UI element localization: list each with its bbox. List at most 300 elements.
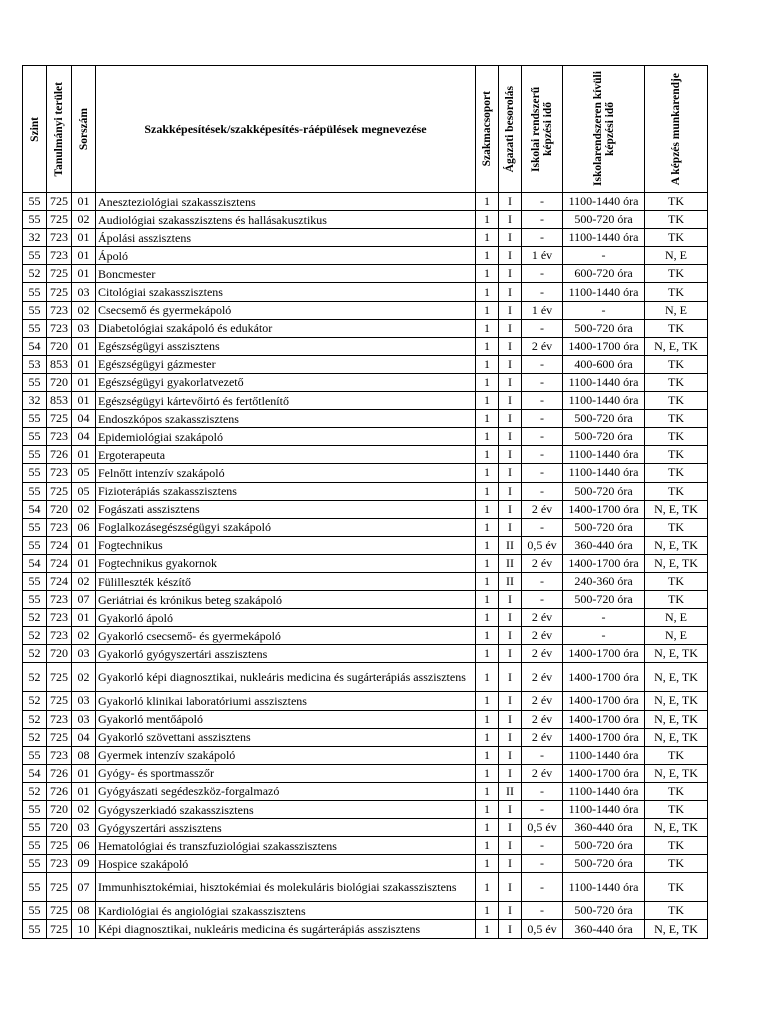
cell-sorszam: 01	[72, 782, 96, 800]
cell-sorszam: 07	[72, 591, 96, 609]
cell-kivuli: 400-600 óra	[563, 355, 645, 373]
cell-szint: 55	[23, 373, 47, 391]
table-row	[23, 536, 708, 554]
table-row	[23, 229, 708, 247]
cell-szint: 55	[23, 211, 47, 229]
cell-terulet: 725	[47, 265, 72, 283]
cell-sorszam: 01	[72, 609, 96, 627]
cell-szakmacsoport: 1	[476, 410, 499, 428]
cell-szakmacsoport: 1	[476, 627, 499, 645]
cell-munkarend: N, E	[645, 627, 708, 645]
cell-munkarend: N, E, TK	[645, 536, 708, 554]
cell-sorszam: 03	[72, 819, 96, 837]
cell-megnevezes: Fogtechnikus	[96, 536, 476, 554]
cell-agazati: I	[499, 283, 522, 301]
cell-terulet: 723	[47, 518, 72, 536]
cell-sorszam: 01	[72, 193, 96, 211]
cell-kivuli: 1100-1440 óra	[563, 782, 645, 800]
cell-munkarend: TK	[645, 211, 708, 229]
cell-terulet: 726	[47, 764, 72, 782]
cell-megnevezes: Geriátriai és krónikus beteg szakápoló	[96, 591, 476, 609]
cell-szakmacsoport: 1	[476, 355, 499, 373]
cell-agazati: I	[499, 229, 522, 247]
cell-agazati: I	[499, 746, 522, 764]
cell-agazati: I	[499, 801, 522, 819]
cell-iskolai: -	[522, 283, 563, 301]
cell-kivuli: 360-440 óra	[563, 536, 645, 554]
cell-agazati: I	[499, 692, 522, 710]
cell-agazati: I	[499, 627, 522, 645]
cell-szakmacsoport: 1	[476, 645, 499, 663]
cell-sorszam: 08	[72, 746, 96, 764]
cell-szakmacsoport: 1	[476, 746, 499, 764]
cell-munkarend: N, E	[645, 247, 708, 265]
cell-sorszam: 01	[72, 337, 96, 355]
cell-sorszam: 03	[72, 710, 96, 728]
cell-terulet: 723	[47, 855, 72, 873]
cell-szint: 55	[23, 572, 47, 590]
cell-kivuli: 1400-1700 óra	[563, 645, 645, 663]
cell-sorszam: 02	[72, 801, 96, 819]
cell-megnevezes: Csecsemő és gyermekápoló	[96, 301, 476, 319]
table-row	[23, 355, 708, 373]
cell-munkarend: N, E, TK	[645, 764, 708, 782]
cell-iskolai: -	[522, 837, 563, 855]
cell-iskolai: 0,5 év	[522, 536, 563, 554]
cell-sorszam: 02	[72, 572, 96, 590]
cell-szakmacsoport: 1	[476, 819, 499, 837]
cell-iskolai: 1 év	[522, 301, 563, 319]
cell-kivuli: 500-720 óra	[563, 428, 645, 446]
cell-munkarend: N, E, TK	[645, 663, 708, 692]
cell-terulet: 725	[47, 692, 72, 710]
cell-megnevezes: Gyakorló klinikai laboratóriumi asszisztens	[96, 692, 476, 710]
cell-szint: 55	[23, 746, 47, 764]
table-row	[23, 518, 708, 536]
cell-agazati: I	[499, 482, 522, 500]
cell-iskolai: -	[522, 392, 563, 410]
cell-szakmacsoport: 1	[476, 801, 499, 819]
cell-agazati: I	[499, 873, 522, 902]
cell-agazati: II	[499, 536, 522, 554]
cell-szakmacsoport: 1	[476, 464, 499, 482]
cell-munkarend: N, E, TK	[645, 920, 708, 938]
cell-terulet: 725	[47, 902, 72, 920]
cell-agazati: I	[499, 211, 522, 229]
cell-szint: 55	[23, 319, 47, 337]
cell-kivuli: 500-720 óra	[563, 319, 645, 337]
cell-szint: 55	[23, 855, 47, 873]
cell-szakmacsoport: 1	[476, 265, 499, 283]
table-row	[23, 746, 708, 764]
cell-iskolai: 2 év	[522, 663, 563, 692]
cell-munkarend: TK	[645, 746, 708, 764]
cell-szakmacsoport: 1	[476, 373, 499, 391]
cell-munkarend: N, E, TK	[645, 500, 708, 518]
header-megnevezes: Szakképesítések/szakképesítés-ráépülések megnevezése	[96, 66, 476, 193]
cell-terulet: 723	[47, 229, 72, 247]
cell-kivuli: 1400-1700 óra	[563, 710, 645, 728]
cell-kivuli: 500-720 óra	[563, 482, 645, 500]
cell-munkarend: TK	[645, 837, 708, 855]
cell-terulet: 726	[47, 782, 72, 800]
cell-iskolai: -	[522, 873, 563, 902]
header-munkarend: A képzés munkarendje	[645, 66, 708, 193]
cell-szint: 55	[23, 410, 47, 428]
cell-kivuli: 1400-1700 óra	[563, 728, 645, 746]
cell-szakmacsoport: 1	[476, 873, 499, 902]
cell-szint: 54	[23, 337, 47, 355]
cell-iskolai: -	[522, 229, 563, 247]
cell-sorszam: 04	[72, 728, 96, 746]
cell-munkarend: TK	[645, 410, 708, 428]
cell-munkarend: TK	[645, 482, 708, 500]
cell-terulet: 726	[47, 446, 72, 464]
cell-terulet: 725	[47, 482, 72, 500]
cell-szakmacsoport: 1	[476, 782, 499, 800]
cell-agazati: I	[499, 337, 522, 355]
cell-agazati: I	[499, 301, 522, 319]
cell-agazati: II	[499, 572, 522, 590]
cell-sorszam: 01	[72, 446, 96, 464]
cell-terulet: 725	[47, 410, 72, 428]
table-row	[23, 283, 708, 301]
cell-szakmacsoport: 1	[476, 902, 499, 920]
cell-szint: 55	[23, 482, 47, 500]
cell-megnevezes: Gyógy- és sportmasszőr	[96, 764, 476, 782]
cell-iskolai: -	[522, 482, 563, 500]
cell-iskolai: 2 év	[522, 764, 563, 782]
cell-kivuli: 500-720 óra	[563, 902, 645, 920]
cell-agazati: I	[499, 764, 522, 782]
cell-iskolai: 2 év	[522, 337, 563, 355]
cell-megnevezes: Endoszkópos szakasszisztens	[96, 410, 476, 428]
cell-munkarend: N, E, TK	[645, 710, 708, 728]
cell-kivuli: 1100-1440 óra	[563, 873, 645, 902]
cell-kivuli: 360-440 óra	[563, 920, 645, 938]
cell-munkarend: N, E, TK	[645, 692, 708, 710]
cell-szakmacsoport: 1	[476, 446, 499, 464]
table-row	[23, 837, 708, 855]
cell-megnevezes: Boncmester	[96, 265, 476, 283]
table-row	[23, 609, 708, 627]
cell-kivuli: 360-440 óra	[563, 819, 645, 837]
cell-megnevezes: Epidemiológiai szakápoló	[96, 428, 476, 446]
table-row	[23, 663, 708, 692]
cell-megnevezes: Ápoló	[96, 247, 476, 265]
cell-kivuli: 1100-1440 óra	[563, 392, 645, 410]
cell-iskolai: -	[522, 410, 563, 428]
cell-iskolai: -	[522, 428, 563, 446]
cell-agazati: I	[499, 247, 522, 265]
table-row	[23, 572, 708, 590]
cell-munkarend: TK	[645, 319, 708, 337]
cell-kivuli: 1100-1440 óra	[563, 446, 645, 464]
cell-iskolai: -	[522, 211, 563, 229]
cell-iskolai: -	[522, 355, 563, 373]
cell-szint: 32	[23, 392, 47, 410]
cell-agazati: I	[499, 392, 522, 410]
cell-szakmacsoport: 1	[476, 482, 499, 500]
table-row	[23, 645, 708, 663]
cell-iskolai: -	[522, 572, 563, 590]
cell-kivuli: 240-360 óra	[563, 572, 645, 590]
cell-szakmacsoport: 1	[476, 319, 499, 337]
cell-szakmacsoport: 1	[476, 301, 499, 319]
cell-megnevezes: Felnőtt intenzív szakápoló	[96, 464, 476, 482]
cell-munkarend: TK	[645, 591, 708, 609]
cell-szakmacsoport: 1	[476, 710, 499, 728]
cell-megnevezes: Egészségügyi gyakorlatvezető	[96, 373, 476, 391]
cell-agazati: I	[499, 728, 522, 746]
cell-terulet: 725	[47, 873, 72, 902]
cell-sorszam: 03	[72, 319, 96, 337]
cell-iskolai: 0,5 év	[522, 819, 563, 837]
cell-szakmacsoport: 1	[476, 692, 499, 710]
cell-szakmacsoport: 1	[476, 920, 499, 938]
cell-sorszam: 01	[72, 265, 96, 283]
cell-agazati: II	[499, 554, 522, 572]
cell-kivuli: 500-720 óra	[563, 211, 645, 229]
cell-szakmacsoport: 1	[476, 572, 499, 590]
table-row	[23, 873, 708, 902]
cell-kivuli: 1100-1440 óra	[563, 746, 645, 764]
cell-munkarend: N, E, TK	[645, 645, 708, 663]
cell-iskolai: -	[522, 373, 563, 391]
cell-munkarend: TK	[645, 392, 708, 410]
table-row	[23, 428, 708, 446]
cell-terulet: 720	[47, 645, 72, 663]
cell-megnevezes: Egészségügyi kártevőirtó és fertőtlenítő	[96, 392, 476, 410]
cell-szint: 52	[23, 265, 47, 283]
cell-megnevezes: Gyakorló képi diagnosztikai, nukleáris medicina és sugárterápiás asszisztens	[96, 663, 476, 692]
cell-megnevezes: Gyógyászati segédeszköz-forgalmazó	[96, 782, 476, 800]
qualifications-table	[22, 65, 708, 939]
cell-szint: 52	[23, 627, 47, 645]
cell-agazati: I	[499, 591, 522, 609]
table-row	[23, 301, 708, 319]
cell-sorszam: 01	[72, 554, 96, 572]
cell-szakmacsoport: 1	[476, 728, 499, 746]
cell-sorszam: 02	[72, 211, 96, 229]
cell-megnevezes: Fülilleszték készítő	[96, 572, 476, 590]
cell-szakmacsoport: 1	[476, 392, 499, 410]
cell-terulet: 720	[47, 373, 72, 391]
cell-megnevezes: Fogászati asszisztens	[96, 500, 476, 518]
cell-terulet: 725	[47, 920, 72, 938]
cell-munkarend: N, E, TK	[645, 337, 708, 355]
cell-kivuli: 500-720 óra	[563, 518, 645, 536]
cell-szint: 55	[23, 301, 47, 319]
cell-szakmacsoport: 1	[476, 764, 499, 782]
cell-iskolai: 2 év	[522, 692, 563, 710]
cell-munkarend: TK	[645, 265, 708, 283]
cell-sorszam: 04	[72, 410, 96, 428]
cell-szint: 54	[23, 500, 47, 518]
cell-terulet: 723	[47, 627, 72, 645]
cell-iskolai: -	[522, 518, 563, 536]
cell-kivuli: -	[563, 301, 645, 319]
cell-iskolai: -	[522, 591, 563, 609]
cell-megnevezes: Gyógyszerkiadó szakasszisztens	[96, 801, 476, 819]
table-row	[23, 710, 708, 728]
header-row	[23, 66, 708, 193]
cell-szint: 55	[23, 193, 47, 211]
cell-iskolai: -	[522, 193, 563, 211]
cell-iskolai: -	[522, 855, 563, 873]
cell-agazati: I	[499, 446, 522, 464]
header-agazati-besorolas: Ágazati besorolás	[499, 66, 522, 193]
cell-munkarend: TK	[645, 801, 708, 819]
table-row	[23, 211, 708, 229]
cell-sorszam: 01	[72, 373, 96, 391]
cell-szint: 55	[23, 837, 47, 855]
cell-munkarend: TK	[645, 229, 708, 247]
cell-terulet: 723	[47, 746, 72, 764]
cell-sorszam: 05	[72, 464, 96, 482]
cell-kivuli: 500-720 óra	[563, 410, 645, 428]
cell-szint: 55	[23, 536, 47, 554]
cell-megnevezes: Gyermek intenzív szakápoló	[96, 746, 476, 764]
cell-iskolai: -	[522, 464, 563, 482]
header-szakmacsoport: Szakmacsoport	[476, 66, 499, 193]
cell-agazati: I	[499, 609, 522, 627]
cell-kivuli: 1100-1440 óra	[563, 464, 645, 482]
cell-munkarend: TK	[645, 446, 708, 464]
table-row	[23, 782, 708, 800]
cell-iskolai: 0,5 év	[522, 920, 563, 938]
cell-sorszam: 01	[72, 247, 96, 265]
cell-szakmacsoport: 1	[476, 855, 499, 873]
table-row	[23, 193, 708, 211]
cell-terulet: 723	[47, 609, 72, 627]
cell-szakmacsoport: 1	[476, 337, 499, 355]
cell-szint: 55	[23, 591, 47, 609]
cell-sorszam: 05	[72, 482, 96, 500]
cell-szint: 52	[23, 782, 47, 800]
cell-szakmacsoport: 1	[476, 837, 499, 855]
cell-terulet: 725	[47, 211, 72, 229]
cell-sorszam: 10	[72, 920, 96, 938]
cell-szakmacsoport: 1	[476, 663, 499, 692]
cell-agazati: I	[499, 373, 522, 391]
cell-munkarend: TK	[645, 855, 708, 873]
cell-terulet: 723	[47, 464, 72, 482]
table-row	[23, 902, 708, 920]
cell-agazati: I	[499, 902, 522, 920]
cell-agazati: I	[499, 410, 522, 428]
cell-iskolai: -	[522, 782, 563, 800]
cell-szint: 54	[23, 764, 47, 782]
cell-iskolai: 2 év	[522, 710, 563, 728]
cell-iskolai: -	[522, 801, 563, 819]
cell-kivuli: 1400-1700 óra	[563, 337, 645, 355]
cell-szint: 52	[23, 710, 47, 728]
cell-kivuli: 1100-1440 óra	[563, 283, 645, 301]
cell-kivuli: -	[563, 609, 645, 627]
cell-szint: 53	[23, 355, 47, 373]
cell-munkarend: N, E, TK	[645, 728, 708, 746]
cell-megnevezes: Egészségügyi gázmester	[96, 355, 476, 373]
cell-sorszam: 03	[72, 283, 96, 301]
cell-sorszam: 08	[72, 902, 96, 920]
cell-szakmacsoport: 1	[476, 591, 499, 609]
cell-megnevezes: Gyakorló gyógyszertári asszisztens	[96, 645, 476, 663]
cell-terulet: 720	[47, 500, 72, 518]
cell-szakmacsoport: 1	[476, 609, 499, 627]
cell-terulet: 723	[47, 301, 72, 319]
cell-agazati: I	[499, 710, 522, 728]
cell-terulet: 853	[47, 392, 72, 410]
table-row	[23, 464, 708, 482]
cell-iskolai: 2 év	[522, 627, 563, 645]
cell-szint: 54	[23, 554, 47, 572]
header-tanulmanyi-terulet: Tanulmányi terület	[47, 66, 72, 193]
cell-szakmacsoport: 1	[476, 428, 499, 446]
cell-megnevezes: Gyógyszertári asszisztens	[96, 819, 476, 837]
header-iskolai-kepzesi-ido: Iskolai rendszerű képzési idő	[522, 66, 563, 193]
cell-sorszam: 02	[72, 301, 96, 319]
table-row	[23, 319, 708, 337]
table-row	[23, 247, 708, 265]
table-row	[23, 591, 708, 609]
cell-kivuli: 600-720 óra	[563, 265, 645, 283]
cell-iskolai: 2 év	[522, 500, 563, 518]
cell-megnevezes: Gyakorló mentőápoló	[96, 710, 476, 728]
header-szint: Szint	[23, 66, 47, 193]
cell-munkarend: TK	[645, 355, 708, 373]
cell-szint: 55	[23, 464, 47, 482]
table-row	[23, 920, 708, 938]
cell-szakmacsoport: 1	[476, 247, 499, 265]
cell-sorszam: 02	[72, 627, 96, 645]
cell-terulet: 723	[47, 428, 72, 446]
cell-kivuli: 1400-1700 óra	[563, 554, 645, 572]
cell-szint: 55	[23, 902, 47, 920]
cell-agazati: I	[499, 464, 522, 482]
header-iskolarendszeren-kivuli: Iskolarendszeren kívüli képzési idő	[563, 66, 645, 193]
cell-iskolai: -	[522, 446, 563, 464]
cell-munkarend: TK	[645, 193, 708, 211]
cell-agazati: I	[499, 265, 522, 283]
cell-terulet: 724	[47, 536, 72, 554]
table-row	[23, 855, 708, 873]
cell-kivuli: 1400-1700 óra	[563, 663, 645, 692]
cell-szakmacsoport: 1	[476, 211, 499, 229]
table-row	[23, 410, 708, 428]
cell-megnevezes: Fogtechnikus gyakornok	[96, 554, 476, 572]
table-row	[23, 692, 708, 710]
cell-terulet: 723	[47, 247, 72, 265]
cell-munkarend: TK	[645, 283, 708, 301]
cell-kivuli: 500-720 óra	[563, 855, 645, 873]
table-row	[23, 819, 708, 837]
cell-agazati: I	[499, 645, 522, 663]
table-row	[23, 446, 708, 464]
cell-megnevezes: Ergoterapeuta	[96, 446, 476, 464]
cell-terulet: 720	[47, 819, 72, 837]
cell-agazati: I	[499, 500, 522, 518]
cell-szakmacsoport: 1	[476, 536, 499, 554]
cell-szint: 52	[23, 728, 47, 746]
cell-sorszam: 02	[72, 500, 96, 518]
cell-kivuli: 1100-1440 óra	[563, 229, 645, 247]
cell-sorszam: 01	[72, 355, 96, 373]
cell-sorszam: 01	[72, 536, 96, 554]
cell-munkarend: TK	[645, 873, 708, 902]
cell-iskolai: -	[522, 746, 563, 764]
table-row	[23, 265, 708, 283]
